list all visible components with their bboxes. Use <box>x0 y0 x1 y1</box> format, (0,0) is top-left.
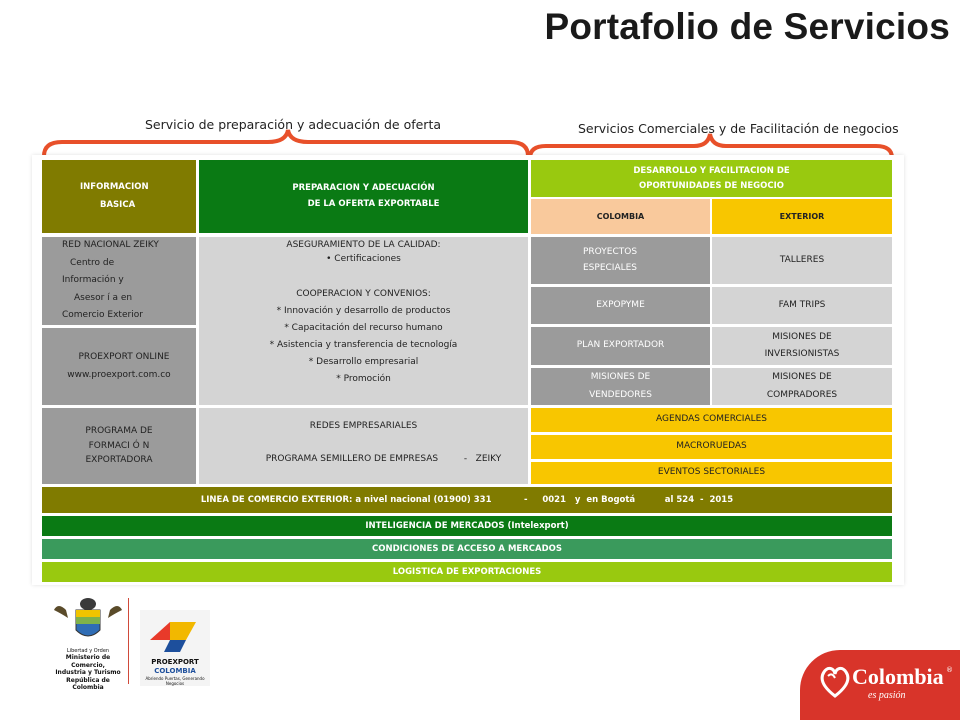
cell-expopyme: EXPOPYME <box>531 287 710 324</box>
bar-linea-comercio-exterior: LINEA DE COMERCIO EXTERIOR: a nivel nacional (01900) 331 - 0021 y en Bogotá al 524 - 2015 <box>42 487 892 513</box>
ministry-motto: Libertad y Orden <box>66 648 110 654</box>
brand-trademark: ® <box>946 666 953 674</box>
page-title: Portafolio de Servicios <box>544 6 950 47</box>
proexport-name: PROEXPORT <box>151 658 199 666</box>
colombia-header: COLOMBIA <box>531 199 710 234</box>
bar-inteligencia-mercados: INTELIGENCIA DE MERCADOS (Intelexport) <box>42 516 892 536</box>
left-caption: Servicio de preparación y adecuación de oferta <box>145 117 442 132</box>
exterior-header: EXTERIOR <box>712 199 892 234</box>
cell-plan-exportador: PLAN EXPORTADOR <box>531 327 710 365</box>
info-zeiky: RED NACIONAL ZEIKY Centro de Información y Asesor í a en Comercio Exterior <box>42 237 196 325</box>
proexport-slogan: Abriendo Puertas, Generando Negocios <box>145 675 205 686</box>
info-proexport-online: PROEXPORT ONLINE www.proexport.com.co <box>42 328 196 405</box>
row-eventos-sectoriales: EVENTOS SECTORIALES <box>531 462 892 484</box>
logo-divider <box>128 598 129 684</box>
ministry-name-line3: República de Colombia <box>66 676 110 692</box>
cell-proyectos-especiales: PROYECTOS ESPECIALES <box>531 237 710 284</box>
heart-brand-icon <box>818 662 852 702</box>
proexport-symbol-icon <box>140 610 210 654</box>
info-programa: PROGRAMA DE FORMACI Ó N EXPORTADORA <box>42 408 196 484</box>
dev-header: DESARROLLO Y FACILITACION DE OPORTUNIDADES DE NEGOCIO <box>531 160 892 197</box>
brand-tagline: es pasión <box>868 690 906 701</box>
cell-misiones-inversionistas: MISIONES DE INVERSIONISTAS <box>712 327 892 365</box>
left-brace <box>40 128 532 158</box>
bar-condiciones-acceso: CONDICIONES DE ACCESO A MERCADOS <box>42 539 892 559</box>
proexport-logo <box>140 610 210 686</box>
cell-talleres: TALLERES <box>712 237 892 284</box>
cell-misiones-vendedores: MISIONES DE VENDEDORES <box>531 368 710 405</box>
cell-misiones-compradores: MISIONES DE COMPRADORES <box>712 368 892 405</box>
prep-redes-semillero: REDES EMPRESARIALES PROGRAMA SEMILLERO DE EMPRESAS - ZEIKY <box>199 408 528 484</box>
prep-calidad-cooperacion: ASEGURAMIENTO DE LA CALIDAD: • Certificaciones COOPERACION Y CONVENIOS: * Innovación y desarrollo de productos * Capacitación del recurso humano * Asistencia y transferencia de tecnología * Desarrollo empresarial * Promoción <box>199 237 528 405</box>
cell-fam-trips: FAM TRIPS <box>712 287 892 324</box>
row-macroruedas: MACRORUEDAS <box>531 435 892 459</box>
right-caption: Servicios Comerciales y de Facilitación de negocios <box>578 121 899 136</box>
row-agendas-comerciales: AGENDAS COMERCIALES <box>531 408 892 432</box>
ministry-name-line2: Industria y Turismo <box>55 669 121 677</box>
prep-header: PREPARACION Y ADECUACIÓN DE LA OFERTA EXPORTABLE <box>199 160 528 233</box>
ministry-name-line1: Ministerio de Comercio, <box>65 654 111 669</box>
brand-name: Colombia <box>852 664 944 689</box>
info-header: INFORMACION BASICA <box>42 160 196 233</box>
bar-logistica-exportaciones: LOGISTICA DE EXPORTACIONES <box>42 562 892 582</box>
coat-of-arms-icon <box>52 596 124 644</box>
ministry-logo <box>52 596 124 692</box>
colombia-brand <box>818 660 958 710</box>
proexport-country: COLOMBIA <box>154 666 196 675</box>
